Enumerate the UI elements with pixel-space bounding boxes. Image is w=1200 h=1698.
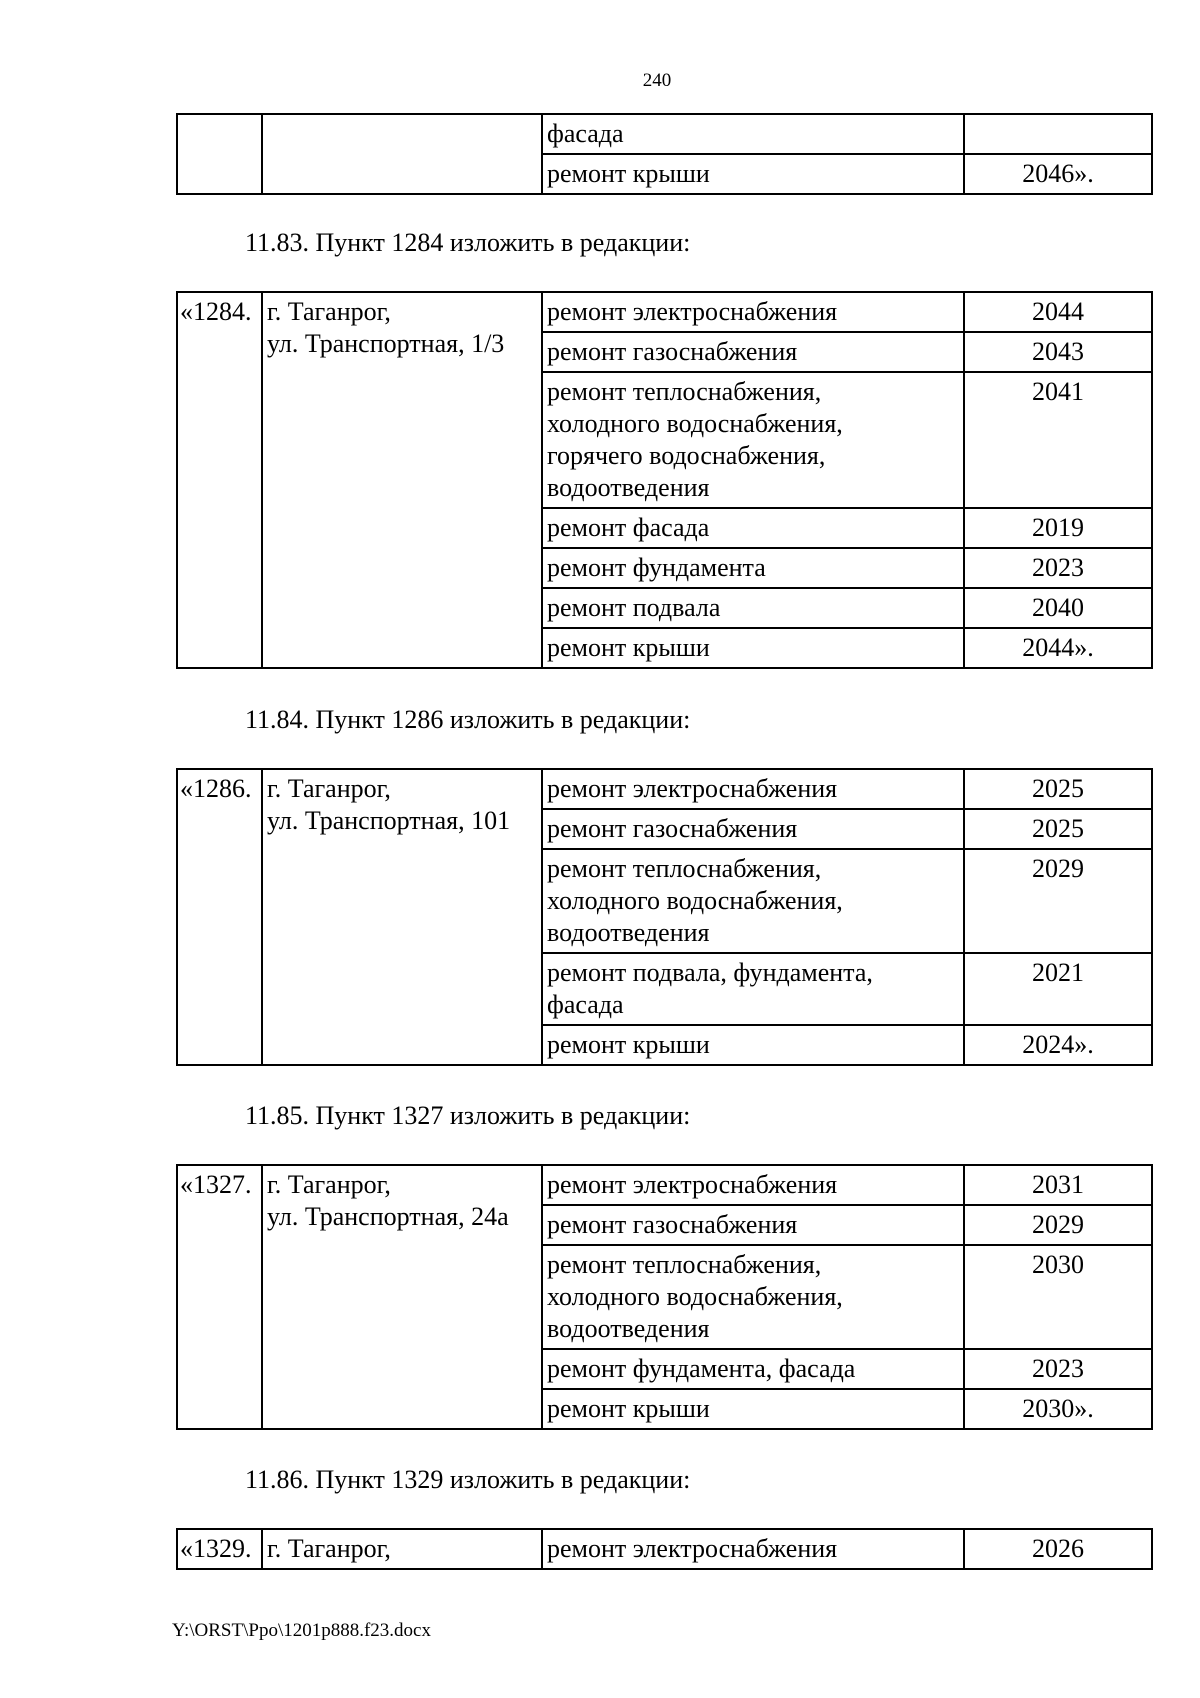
work-type-line: водоотведения [547,1314,710,1343]
work-type-line: ремонт газоснабжения [547,337,798,366]
item-number-cell [177,114,262,194]
work-type-line: ремонт газоснабжения [547,1210,798,1239]
work-type-line: ремонт крыши [547,1030,710,1059]
instruction-11-86: 11.86. Пункт 1329 изложить в редакции: [245,1465,691,1494]
item-number: «1327. [180,1170,252,1199]
year-value: 2023 [1032,553,1084,582]
work-type-line: ремонт крыши [547,633,710,662]
work-type-line: водоотведения [547,918,710,947]
address-line: г. Таганрог, [267,774,391,803]
work-type-line: ремонт подвала, фундамента, [547,958,873,987]
year-value: 2043 [1032,337,1084,366]
year-cell [964,332,1152,372]
item-number: «1329. [180,1534,252,1563]
work-type-line: ремонт теплоснабжения, [547,377,822,406]
table-row [177,769,1152,809]
year-value: 2044 [1032,297,1084,326]
year-value: 2025 [1032,814,1084,843]
work-type-line: фасада [547,119,624,148]
item-number-cell [177,1165,262,1429]
year-value: 2040 [1032,593,1084,622]
address-line: ул. Транспортная, 101 [267,806,511,835]
year-value: 2025 [1032,774,1084,803]
year-cell [964,1205,1152,1245]
year-value: 2030 [1032,1250,1084,1279]
work-type-line: ремонт газоснабжения [547,814,798,843]
year-value: 2044». [1022,633,1094,662]
table-row [177,114,1152,154]
address-cell [262,114,542,194]
work-type-cell [542,953,964,1025]
work-type-cell [542,769,964,809]
instruction-11-85: 11.85. Пункт 1327 изложить в редакции: [245,1101,691,1130]
work-type-cell [542,588,964,628]
work-type-line: холодного водоснабжения, [547,1282,843,1311]
work-type-cell [542,1245,964,1349]
year-cell [964,1025,1152,1065]
item-number-cell [177,769,262,1065]
year-value: 2041 [1032,377,1084,406]
work-type-cell [542,1165,964,1205]
work-type-cell [542,809,964,849]
table-item-1286 [176,768,1153,1066]
year-value: 2031 [1032,1170,1084,1199]
address-line: ул. Транспортная, 24а [267,1202,509,1231]
work-type-cell [542,292,964,332]
table-row [177,1165,1152,1205]
work-type-line: ремонт фундамента, фасада [547,1354,856,1383]
work-type-line: ремонт теплоснабжения, [547,854,822,883]
work-type-line: ремонт крыши [547,159,710,188]
year-cell [964,114,1152,154]
year-cell [964,1165,1152,1205]
year-value: 2023 [1032,1354,1084,1383]
address-line: г. Таганрог, [267,1170,391,1199]
table-row [177,292,1152,332]
address-cell [262,769,542,1065]
instruction-11-83: 11.83. Пункт 1284 изложить в редакции: [245,228,691,257]
year-cell [964,292,1152,332]
work-type-line: ремонт крыши [547,1394,710,1423]
work-type-cell [542,849,964,953]
work-type-line: горячего водоснабжения, [547,441,826,470]
year-cell [964,1389,1152,1429]
year-cell [964,769,1152,809]
year-cell [964,849,1152,953]
work-type-line: холодного водоснабжения, [547,886,843,915]
work-type-cell [542,628,964,668]
year-value: 2024». [1022,1030,1094,1059]
item-number-cell [177,1529,262,1569]
work-type-cell [542,548,964,588]
work-type-cell [542,372,964,508]
year-cell [964,588,1152,628]
work-type-cell [542,1205,964,1245]
work-type-cell [542,1349,964,1389]
work-type-line: ремонт подвала [547,593,721,622]
year-value: 2026 [1032,1534,1084,1563]
address-cell [262,1165,542,1429]
work-type-line: ремонт электроснабжения [547,774,838,803]
year-cell [964,809,1152,849]
work-type-cell [542,332,964,372]
table-row [177,1529,1152,1569]
work-type-line: ремонт электроснабжения [547,1534,838,1563]
work-type-cell [542,154,964,194]
work-type-line: холодного водоснабжения, [547,409,843,438]
year-cell [964,1349,1152,1389]
instruction-11-84: 11.84. Пункт 1286 изложить в редакции: [245,705,691,734]
year-value: 2046». [1022,159,1094,188]
year-cell [964,154,1152,194]
year-value: 2029 [1032,854,1084,883]
year-value: 2030». [1022,1394,1094,1423]
address-line: г. Таганрог, [267,1534,391,1563]
address-line: г. Таганрог, [267,297,391,326]
item-number: «1284. [180,297,252,326]
work-type-line: ремонт теплоснабжения, [547,1250,822,1279]
year-value: 2029 [1032,1210,1084,1239]
page-number: 240 [642,70,672,91]
table-item-1327 [176,1164,1153,1430]
year-cell [964,548,1152,588]
address-cell [262,292,542,668]
year-cell [964,372,1152,508]
address-line: ул. Транспортная, 1/3 [267,329,505,358]
work-type-line: ремонт фасада [547,513,710,542]
year-cell [964,508,1152,548]
work-type-line: ремонт фундамента [547,553,766,582]
work-type-line: водоотведения [547,473,710,502]
work-type-line: фасада [547,990,624,1019]
year-cell [964,628,1152,668]
continued-table [176,113,1153,195]
year-value: 2021 [1032,958,1084,987]
work-type-cell [542,508,964,548]
table-item-1329 [176,1528,1153,1570]
work-type-cell [542,114,964,154]
year-cell [964,1245,1152,1349]
work-type-cell [542,1529,964,1569]
work-type-line: ремонт электроснабжения [547,1170,838,1199]
year-value: 2019 [1032,513,1084,542]
work-type-cell [542,1025,964,1065]
item-number: «1286. [180,774,252,803]
address-cell [262,1529,542,1569]
year-cell [964,1529,1152,1569]
item-number-cell [177,292,262,668]
footer-file-path: Y:\ORST\Ppo\1201p888.f23.docx [172,1620,431,1641]
work-type-cell [542,1389,964,1429]
work-type-line: ремонт электроснабжения [547,297,838,326]
year-cell [964,953,1152,1025]
table-item-1284 [176,291,1153,669]
